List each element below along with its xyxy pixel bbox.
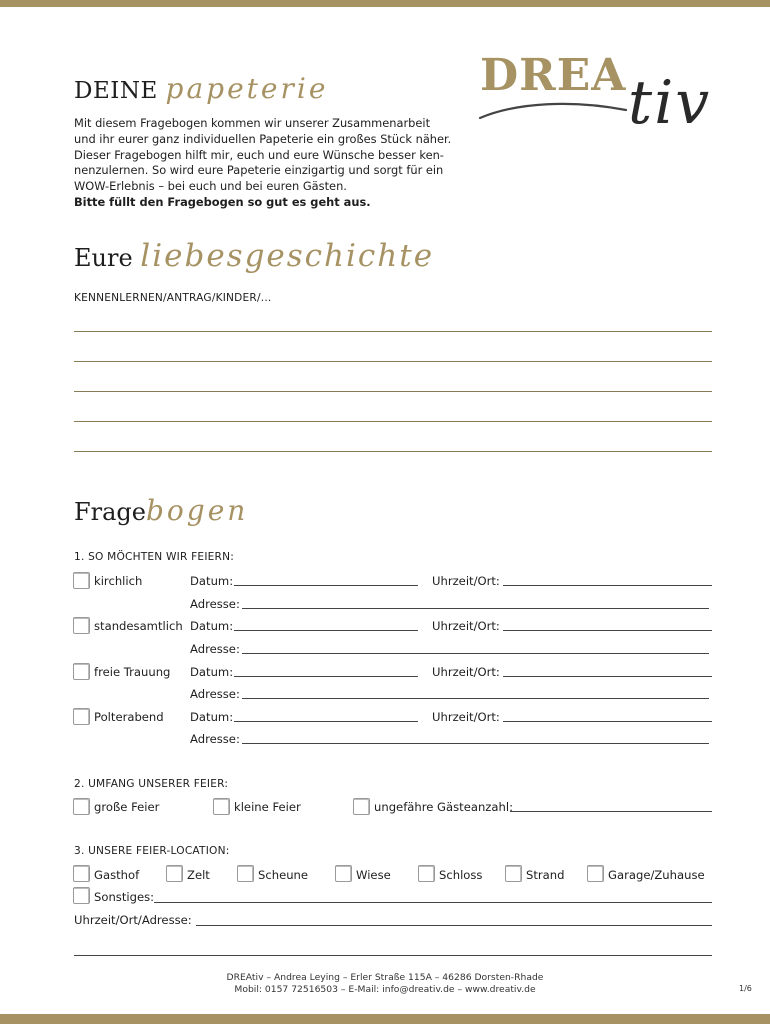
- option-standesamtlich-label: standesamtlich: [94, 619, 183, 633]
- option-kirchlich-label: kirchlich: [94, 574, 143, 588]
- address-field-kirchlich[interactable]: [242, 608, 709, 609]
- time-field-kirchlich[interactable]: [503, 585, 712, 586]
- title-script: papeterie: [165, 72, 329, 105]
- date-label: Datum:: [190, 665, 234, 679]
- checkbox-grosse-feier[interactable]: [73, 798, 90, 815]
- address-field-freie-trauung[interactable]: [242, 698, 709, 699]
- date-label: Datum:: [190, 574, 234, 588]
- address-field-polterabend[interactable]: [242, 743, 709, 744]
- option-garage-zuhause-label: Garage/Zuhause: [608, 868, 705, 882]
- checkbox-garage-zuhause[interactable]: [587, 865, 604, 882]
- location-address-field[interactable]: [196, 925, 712, 926]
- checkbox-scheune[interactable]: [237, 865, 254, 882]
- date-field-freie-trauung[interactable]: [234, 676, 418, 677]
- story-title: [74, 238, 434, 274]
- time-label: Uhrzeit/Ort:: [432, 710, 500, 724]
- logo-script: tiv: [628, 68, 712, 138]
- q3-heading: 3. UNSERE FEIER-LOCATION:: [74, 845, 230, 857]
- checkbox-wiese[interactable]: [335, 865, 352, 882]
- date-field-standesamtlich[interactable]: [234, 630, 418, 631]
- checkbox-standesamtlich[interactable]: [73, 617, 90, 634]
- checkbox-strand[interactable]: [505, 865, 522, 882]
- logo-swoosh: [478, 94, 628, 124]
- checkbox-schloss[interactable]: [418, 865, 435, 882]
- footer-line-2: Mobil: 0157 72516503 – E-Mail: info@dreativ.de – www.dreativ.de: [234, 984, 536, 995]
- option-gasthof-label: Gasthof: [94, 868, 140, 882]
- option-freie-trauung-label: freie Trauung: [94, 665, 171, 679]
- bottom-accent-bar: [0, 1014, 770, 1024]
- questionnaire-title-word: Frage: [74, 498, 146, 526]
- option-grosse-feier-label: große Feier: [94, 800, 160, 814]
- time-label: Uhrzeit/Ort:: [432, 574, 500, 588]
- location-address-label: Uhrzeit/Ort/Adresse:: [74, 913, 192, 927]
- intro-text: [74, 116, 454, 211]
- date-field-polterabend[interactable]: [234, 721, 418, 722]
- page-title: [74, 72, 328, 105]
- q2-heading: 2. UMFANG UNSERER FEIER:: [74, 778, 229, 790]
- time-label: Uhrzeit/Ort:: [432, 619, 500, 633]
- checkbox-zelt[interactable]: [166, 865, 183, 882]
- story-write-line-5[interactable]: [74, 451, 712, 452]
- address-label: Adresse:: [190, 642, 240, 656]
- option-zelt-label: Zelt: [187, 868, 210, 882]
- sonstiges-field[interactable]: [154, 902, 712, 903]
- time-field-standesamtlich[interactable]: [503, 630, 712, 631]
- option-strand-label: Strand: [526, 868, 565, 882]
- date-field-kirchlich[interactable]: [234, 585, 418, 586]
- address-label: Adresse:: [190, 732, 240, 746]
- brand-logo: [478, 50, 740, 150]
- checkbox-polterabend[interactable]: [73, 708, 90, 725]
- checkbox-gaesteanzahl[interactable]: [353, 798, 370, 815]
- option-gaesteanzahl-label: ungefähre Gästeanzahl:: [374, 800, 513, 814]
- time-field-polterabend[interactable]: [503, 721, 712, 722]
- story-title-word: Eure: [74, 244, 133, 272]
- option-kleine-feier-label: kleine Feier: [234, 800, 301, 814]
- address-label: Adresse:: [190, 687, 240, 701]
- option-polterabend-label: Polterabend: [94, 710, 164, 724]
- story-prompt: KENNENLERNEN/ANTRAG/KINDER/...: [74, 292, 272, 304]
- page-number: 1/6: [739, 984, 752, 993]
- checkbox-freie-trauung[interactable]: [73, 663, 90, 680]
- intro-bold-line: Bitte füllt den Fragebogen so gut es geht aus.: [74, 194, 371, 209]
- logo-wordmark: DREA: [480, 50, 627, 101]
- q1-heading: 1. SO MÖCHTEN WIR FEIERN:: [74, 551, 234, 563]
- checkbox-kleine-feier[interactable]: [213, 798, 230, 815]
- sonstiges-label: Sonstiges:: [94, 890, 155, 904]
- story-title-script: liebesgeschichte: [140, 238, 435, 274]
- date-label: Datum:: [190, 710, 234, 724]
- option-scheune-label: Scheune: [258, 868, 309, 882]
- time-label: Uhrzeit/Ort:: [432, 665, 500, 679]
- option-wiese-label: Wiese: [356, 868, 391, 882]
- story-write-line-2[interactable]: [74, 361, 712, 362]
- guest-count-field[interactable]: [510, 811, 712, 812]
- questionnaire-title-script: bogen: [146, 494, 249, 527]
- checkbox-sonstiges[interactable]: [73, 887, 90, 904]
- option-schloss-label: Schloss: [439, 868, 483, 882]
- story-write-line-3[interactable]: [74, 391, 712, 392]
- story-write-line-1[interactable]: [74, 331, 712, 332]
- top-accent-bar: [0, 0, 770, 7]
- checkbox-kirchlich[interactable]: [73, 572, 90, 589]
- questionnaire-title: [74, 494, 248, 527]
- footer-line-1: DREAtiv – Andrea Leying – Erler Straße 115A – 46286 Dorsten-Rhade: [226, 972, 544, 983]
- address-label: Adresse:: [190, 597, 240, 611]
- story-write-line-4[interactable]: [74, 421, 712, 422]
- location-address-field-2[interactable]: [74, 955, 712, 956]
- date-label: Datum:: [190, 619, 234, 633]
- intro-paragraph: Mit diesem Fragebogen kommen wir unserer Zusammenarbeit und ihr eurer ganz individuellen Papeterie ein großes Stück näher. Dieser Fragebogen hilft mir, euch und eure Wünsche besser ken-nenzulernen. So wird eure Papeterie einzigartig und sorgt für ein WOW-Erlebnis – bei euch und bei euren Gästen.: [74, 116, 452, 194]
- title-word: DEINE: [74, 78, 158, 104]
- address-field-standesamtlich[interactable]: [242, 653, 709, 654]
- checkbox-gasthof[interactable]: [73, 865, 90, 882]
- time-field-freie-trauung[interactable]: [503, 676, 712, 677]
